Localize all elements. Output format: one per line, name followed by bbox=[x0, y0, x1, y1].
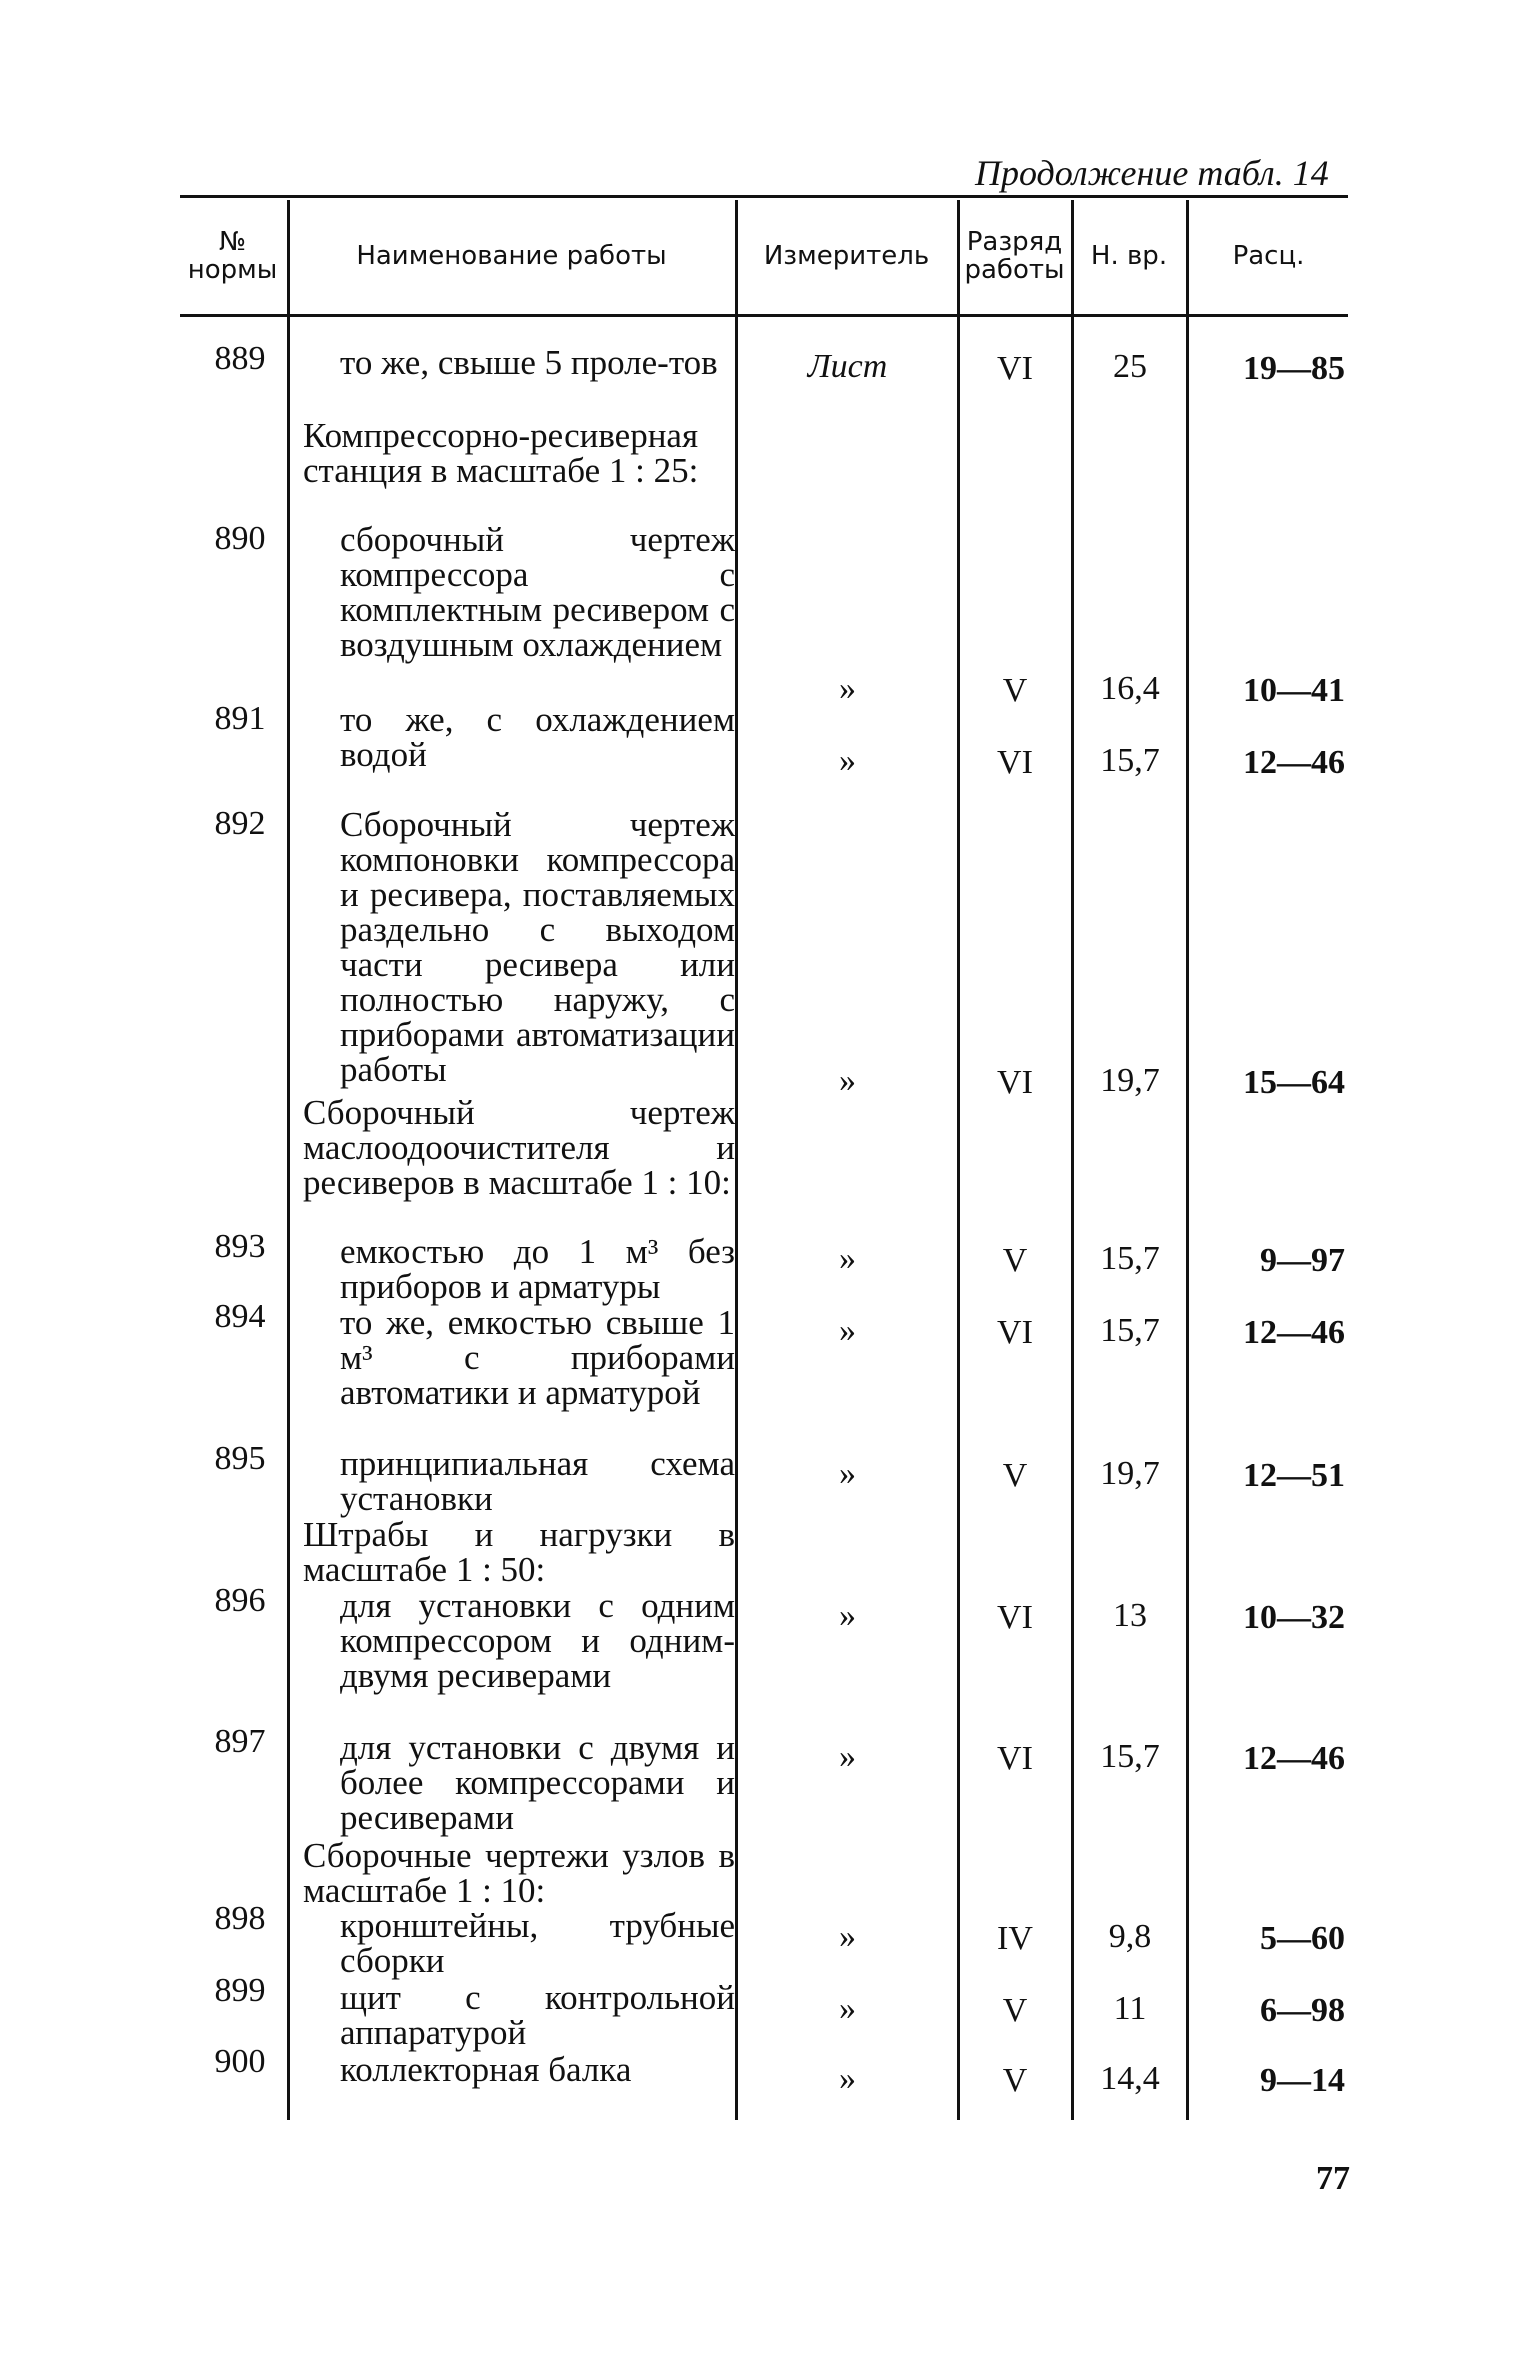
column-divider bbox=[957, 200, 960, 2120]
row-number: 894 bbox=[214, 1298, 266, 1335]
row-measure: » bbox=[839, 1990, 856, 2027]
row-rate: 9—97 bbox=[1260, 1242, 1345, 1279]
row-work-name: щит с контрольной аппаратурой bbox=[340, 1978, 735, 2052]
row-measure: » bbox=[839, 1597, 856, 1634]
row-number: 897 bbox=[214, 1723, 266, 1760]
row-measure: » bbox=[839, 1062, 856, 1099]
row-rate: 12—46 bbox=[1243, 1314, 1345, 1351]
row-hours: 13 bbox=[1113, 1597, 1147, 1634]
row-number: 895 bbox=[214, 1440, 266, 1477]
header-grade bbox=[960, 200, 1069, 312]
row-measure: » bbox=[839, 1918, 856, 1955]
row-work-name: емкостью до 1 м³ без приборов и арматуры bbox=[340, 1232, 735, 1306]
row-work-name: то же, с охлаждением водой bbox=[340, 700, 735, 774]
header-num bbox=[180, 200, 285, 312]
row-number: 896 bbox=[214, 1582, 266, 1619]
row-hours: 16,4 bbox=[1100, 670, 1160, 707]
row-number: 900 bbox=[214, 2043, 266, 2080]
row-grade: VI bbox=[997, 1314, 1033, 1351]
row-work-name: для установки с двумя и более компрессорами и ресиверами bbox=[340, 1728, 735, 1837]
row-grade: V bbox=[1002, 672, 1028, 709]
row-number: 892 bbox=[214, 805, 266, 842]
row-measure: » bbox=[839, 1455, 856, 1492]
row-group-heading: Штрабы и нагрузки в масштабе 1 : 50: bbox=[303, 1515, 735, 1589]
row-hours: 15,7 bbox=[1100, 1738, 1160, 1775]
row-number: 891 bbox=[214, 700, 266, 737]
row-hours: 9,8 bbox=[1108, 1918, 1152, 1955]
row-hours: 15,7 bbox=[1100, 742, 1160, 779]
row-work-name: Сборочный чертеж компоновки компрессора и ресивера, поставляемых раздельно с выходом части ресивера или полностью наружу, с приборами автоматизации работы bbox=[340, 805, 735, 1089]
table-top-rule bbox=[180, 195, 1348, 198]
row-hours: 25 bbox=[1113, 348, 1147, 385]
row-number: 893 bbox=[214, 1228, 266, 1265]
row-rate: 12—46 bbox=[1243, 744, 1345, 781]
row-rate: 9—14 bbox=[1260, 2062, 1345, 2099]
row-rate: 5—60 bbox=[1260, 1920, 1345, 1957]
row-measure: » bbox=[839, 670, 856, 707]
row-work-name: то же, емкостью свыше 1 м³ с приборами автоматики и арматурой bbox=[340, 1303, 735, 1412]
row-rate: 10—32 bbox=[1243, 1599, 1345, 1636]
page-number: 77 bbox=[1316, 2160, 1350, 2197]
header-num-symbol: № bbox=[218, 227, 247, 257]
row-measure: Лист bbox=[807, 348, 888, 385]
row-number: 898 bbox=[214, 1900, 266, 1937]
header-num-label: нормы bbox=[187, 255, 278, 285]
header-grade-line1: Разряд bbox=[966, 227, 1063, 257]
header-hours: Н. вр. bbox=[1090, 241, 1168, 271]
row-work-name: то же, свыше 5 проле-тов bbox=[340, 343, 718, 382]
row-grade: VI bbox=[997, 744, 1033, 781]
row-work-name: коллекторная балка bbox=[340, 2050, 632, 2089]
row-hours: 19,7 bbox=[1100, 1455, 1160, 1492]
row-work-name: сборочный чертеж компрессора с комплектным ресивером с воздушным охлаждением bbox=[340, 520, 735, 664]
column-divider bbox=[1071, 200, 1074, 2120]
header-name: Наименование работы bbox=[356, 241, 667, 271]
row-measure: » bbox=[839, 2060, 856, 2097]
row-rate: 10—41 bbox=[1243, 672, 1345, 709]
row-hours: 15,7 bbox=[1100, 1240, 1160, 1277]
row-hours: 14,4 bbox=[1100, 2060, 1160, 2097]
column-divider bbox=[735, 200, 738, 2120]
row-grade: VI bbox=[997, 1740, 1033, 1777]
row-grade: V bbox=[1002, 1992, 1028, 2029]
row-grade: VI bbox=[997, 1064, 1033, 1101]
row-hours: 11 bbox=[1113, 1990, 1147, 2027]
row-grade: VI bbox=[997, 350, 1033, 387]
row-number: 889 bbox=[214, 340, 266, 377]
row-hours: 15,7 bbox=[1100, 1312, 1160, 1349]
row-grade: V bbox=[1002, 1242, 1028, 1279]
row-work-name: принципиальная схема установки bbox=[340, 1444, 735, 1518]
row-group-heading: Сборочные чертежи узлов в масштабе 1 : 10: bbox=[303, 1836, 735, 1910]
row-work-name: для установки с одним компрессором и одним- двумя ресиверами bbox=[340, 1586, 735, 1695]
header-rate: Расц. bbox=[1232, 241, 1305, 271]
row-measure: » bbox=[839, 742, 856, 779]
row-rate: 6—98 bbox=[1260, 1992, 1345, 2029]
row-rate: 12—46 bbox=[1243, 1740, 1345, 1777]
header-grade-line2: работы bbox=[964, 255, 1065, 285]
row-rate: 19—85 bbox=[1243, 350, 1345, 387]
header-measure: Измеритель bbox=[763, 241, 930, 271]
row-number: 899 bbox=[214, 1972, 266, 2009]
row-work-name: кронштейны, трубные сборки bbox=[340, 1906, 735, 1980]
column-divider bbox=[287, 200, 290, 2120]
row-measure: » bbox=[839, 1738, 856, 1775]
column-divider bbox=[1186, 200, 1189, 2120]
row-grade: VI bbox=[997, 1599, 1033, 1636]
row-group-heading: Компрессорно-ресиверная станция в масштабе 1 : 25: bbox=[303, 416, 699, 490]
row-grade: IV bbox=[997, 1920, 1033, 1957]
row-group-heading: Сборочный чертеж маслоодоочистителя и ресиверов в масштабе 1 : 10: bbox=[303, 1093, 735, 1202]
row-rate: 12—51 bbox=[1243, 1457, 1345, 1494]
row-grade: V bbox=[1002, 1457, 1028, 1494]
table-continuation-caption: Продолжение табл. 14 bbox=[975, 153, 1329, 193]
table-header-rule bbox=[180, 314, 1348, 317]
row-measure: » bbox=[839, 1240, 856, 1277]
row-hours: 19,7 bbox=[1100, 1062, 1160, 1099]
row-measure: » bbox=[839, 1312, 856, 1349]
row-grade: V bbox=[1002, 2062, 1028, 2099]
row-rate: 15—64 bbox=[1243, 1064, 1345, 1101]
row-number: 890 bbox=[214, 520, 266, 557]
